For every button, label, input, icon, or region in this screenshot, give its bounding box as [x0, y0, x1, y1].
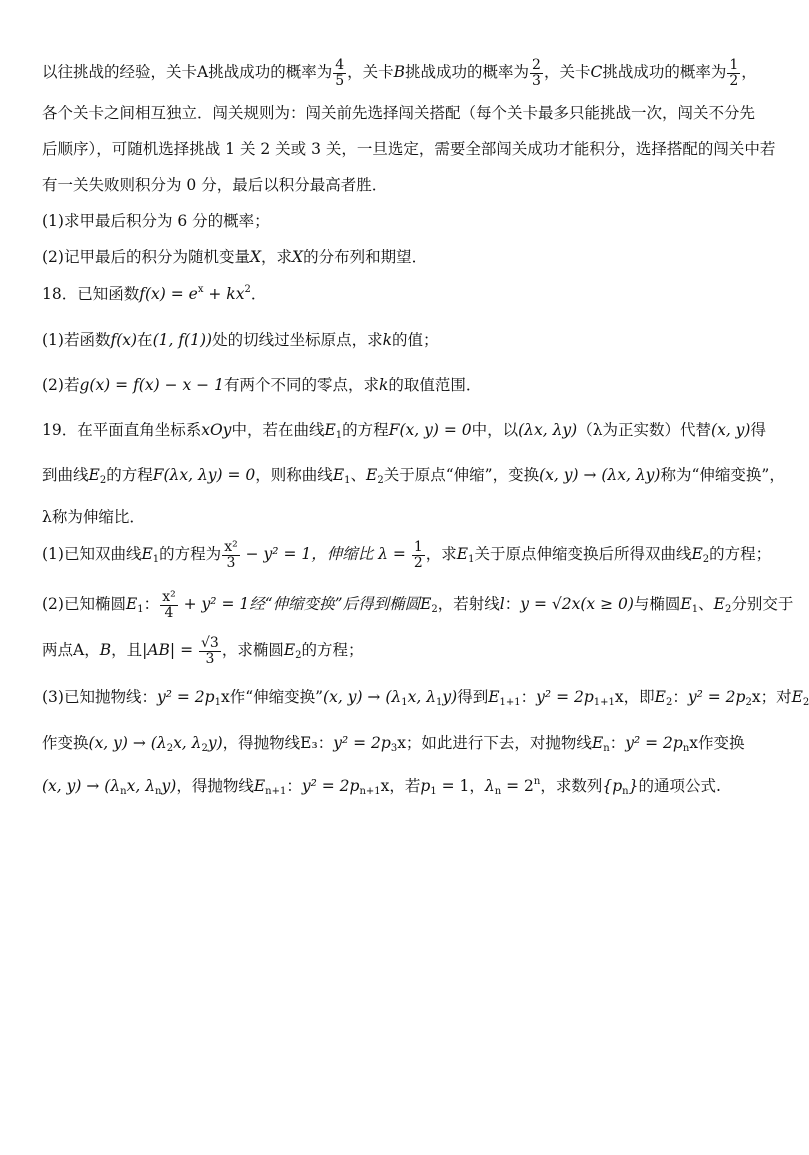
inline-text: 两点A， [42, 641, 100, 660]
inline-text: 2 [665, 697, 673, 708]
inline-text: ，求数列 [540, 777, 603, 795]
inline-text: (λx, λy) [518, 421, 578, 439]
inline-text: E [332, 466, 345, 484]
question-18-1 [42, 328, 758, 350]
inline-text: n [120, 786, 127, 797]
question-19-3-line-a [42, 685, 809, 708]
inline-text: E [366, 466, 378, 484]
var-C: C [590, 63, 603, 82]
inline-text [160, 590, 178, 620]
inline-text: y² = 2p [687, 688, 746, 706]
text: 挑战成功的概率为 [602, 63, 727, 82]
inline-text: ，得抛物线 [176, 777, 254, 795]
inline-text: ： [143, 595, 160, 614]
inline-text: 分别交于 [731, 595, 794, 614]
inline-text: 中，若在曲线 [231, 421, 325, 439]
inline-text: λ [484, 777, 495, 795]
inline-text: F(x, y) = 0 [388, 421, 472, 439]
inline-text: (2)记甲最后的积分为随机变量 [42, 248, 250, 266]
inline-text: x² [224, 539, 238, 555]
inline-text: 的方程； [301, 641, 364, 660]
inline-text: n [622, 786, 629, 797]
inline-text: E [680, 595, 692, 614]
inline-text: {p [602, 777, 623, 795]
inline-text: 1 [137, 604, 144, 616]
inline-text: 2 [413, 554, 423, 571]
inline-text: x, λ [126, 777, 156, 795]
inline-text: 2 [702, 554, 710, 566]
inline-text: x, λ [407, 688, 437, 706]
inline-text: 2 [745, 697, 752, 708]
inline-text: 5 [335, 72, 345, 89]
inline-text: 18．已知函数 [42, 285, 140, 303]
inline-text: n [603, 743, 610, 754]
inline-text: E [88, 466, 100, 484]
fraction-1-2 [727, 58, 740, 88]
inline-text: ，且 [111, 641, 143, 660]
inline-text: + kx [203, 285, 245, 303]
inline-text: 1 [401, 697, 408, 708]
inline-text: 1 [152, 554, 160, 566]
inline-text: (x, y) → (λx, λy) [539, 466, 661, 484]
inline-text: 的取值范围． [388, 376, 482, 394]
inline-text: y = √2x(x ≥ 0) [520, 595, 634, 614]
inline-text: x；对 [751, 688, 792, 706]
inline-text: ，得抛物线E₃： [222, 734, 334, 752]
inline-text: 的方程 [342, 421, 389, 439]
inline-text: (1, f(1)) [152, 331, 213, 349]
inline-text: （λ为正实数）代替 [577, 421, 712, 439]
inline-text: 1 [413, 539, 423, 555]
question-19-line-c: λ称为伸缩比． [42, 508, 145, 526]
inline-text: 3 [532, 72, 541, 89]
inline-text: 2 [295, 650, 302, 662]
inline-text: } [628, 777, 639, 795]
text: 以往挑战的经验，关卡A挑战成功的概率为 [42, 63, 333, 82]
inline-text: + y² = 1经“伸缩变换”后得到椭圆 [178, 595, 421, 614]
inline-text: 的分布列和期望． [303, 248, 428, 266]
inline-text: 1 [214, 697, 221, 708]
text-line-5: (1)求甲最后积分为 6 分的概率； [42, 212, 270, 230]
inline-text: 的方程 [106, 466, 153, 484]
inline-text: n [533, 776, 541, 787]
inline-text: y) [161, 777, 177, 795]
inline-text: E [456, 545, 469, 564]
inline-text: 到曲线 [42, 466, 89, 484]
var-B: B [393, 63, 406, 82]
inline-text: 称为“伸缩变换”， [660, 466, 785, 484]
text: ，关卡 [347, 63, 394, 82]
question-18 [42, 282, 758, 304]
inline-text: 3 [390, 743, 398, 754]
inline-text: (1)已知双曲线 [42, 545, 142, 564]
inline-text: 19．在平面直角坐标系 [42, 421, 202, 439]
inline-text: = 2 [501, 777, 534, 795]
inline-text: E [654, 688, 666, 706]
inline-text: ： [520, 688, 537, 706]
inline-text: f(x) = e [139, 285, 198, 303]
inline-text: ，求 [261, 248, 293, 266]
inline-text: n+1 [359, 786, 381, 797]
inline-text: y² = 2p [625, 734, 683, 752]
inline-text: 关于原点伸缩变换后所得双曲线 [474, 545, 692, 564]
inline-text: E [791, 688, 803, 706]
inline-text: √3 [200, 635, 219, 651]
inline-text: 2 [532, 57, 541, 73]
inline-text: 的方程为 [159, 545, 222, 564]
inline-text: 4 [164, 604, 174, 621]
inline-text: |AB| = [142, 641, 198, 660]
question-18-2 [42, 373, 758, 395]
inline-text: 2 [729, 72, 739, 89]
inline-text: n [494, 786, 502, 797]
inline-text: (x, y) → (λ [42, 777, 121, 795]
inline-text: 1 [729, 57, 739, 73]
inline-text: ： [672, 688, 688, 706]
inline-text: y² = 2p [301, 777, 360, 795]
text-line-2: 各个关卡之间相互独立．闯关规则为：闯关前先选择闯关搭配（每个关卡最多只能挑战一次，闯关不分先 [42, 104, 756, 122]
inline-text: 2 [377, 475, 384, 486]
inline-text: 1 [344, 475, 351, 486]
inline-text: ： [609, 734, 626, 752]
inline-text: ，求椭圆 [221, 641, 284, 660]
inline-text: 1 [468, 554, 475, 566]
inline-text: E [488, 688, 500, 706]
inline-text: 2 [201, 743, 208, 754]
inline-text: (1)若函数 [42, 331, 111, 349]
question-19-2-line-a [42, 589, 794, 621]
inline-text: 1 [436, 697, 443, 708]
question-19-line-b [42, 463, 785, 486]
inline-text: n [155, 786, 162, 797]
question-19-1 [42, 539, 772, 571]
inline-text: xOy [201, 421, 232, 439]
inline-text: x, λ [173, 734, 202, 752]
inline-text: x，即 [614, 688, 655, 706]
inline-text: 关于原点“伸缩”，变换 [383, 466, 540, 484]
inline-text: 、 [350, 466, 367, 484]
inline-text: 、 [698, 595, 714, 614]
inline-text: k [382, 331, 392, 349]
inline-text: 2 [802, 697, 809, 708]
inline-text: f(x) [110, 331, 138, 349]
inline-text: x，若 [380, 777, 421, 795]
text-line-6 [42, 245, 758, 267]
inline-text: x作变换 [689, 734, 745, 752]
text: ， [741, 63, 757, 82]
inline-text: ． [250, 285, 267, 303]
inline-text: 有两个不同的零点，求 [223, 376, 379, 394]
inline-text: 3 [226, 554, 236, 571]
inline-text: X [292, 248, 304, 266]
inline-text: E [125, 595, 138, 614]
inline-text: ，若射线 [437, 595, 500, 614]
inline-text: 的值； [392, 331, 439, 349]
inline-text: g(x) = f(x) − x − 1 [79, 376, 224, 394]
inline-text [199, 636, 221, 666]
inline-text: 的通项公式. [638, 777, 721, 795]
text-line-1 [42, 58, 758, 88]
inline-text: 3 [205, 650, 215, 667]
inline-text: (x, y) → (λ [323, 688, 402, 706]
inline-text: ，求 [425, 545, 457, 564]
inline-text: B [99, 641, 112, 660]
inline-text: (3)已知抛物线： [42, 688, 157, 706]
inline-text: E [691, 545, 703, 564]
inline-text: (2)已知椭圆 [42, 595, 126, 614]
inline-text: x作“伸缩变换” [220, 688, 324, 706]
inline-text: − y² = 1，伸缩比 λ = [240, 545, 411, 564]
inline-text [222, 540, 240, 570]
text-line-3: 后顺序），可随机选择挑战 1 关 2 关或 3 关，一旦选定，需要全部闯关成功才能积分，选择搭配的闯关中若 [42, 140, 776, 158]
question-19-3-line-c [42, 774, 758, 797]
inline-text: 1 [691, 604, 699, 616]
inline-text: 在 [137, 331, 153, 349]
inline-text: (x, y) [711, 421, 751, 439]
inline-text: 的方程； [709, 545, 772, 564]
inline-text: E [713, 595, 725, 614]
inline-text: y² = 2p [333, 734, 391, 752]
inline-text: x² [162, 589, 176, 605]
inline-text: (x, y) → (λ [88, 734, 167, 752]
inline-text: 2 [166, 743, 174, 754]
inline-text: F(λx, λy) = 0 [152, 466, 256, 484]
inline-text: y) [207, 734, 223, 752]
inline-text: = 1， [436, 777, 485, 795]
inline-text: ： [286, 777, 302, 795]
inline-text: k [378, 376, 389, 394]
inline-text: (2)若 [42, 376, 80, 394]
inline-text: 1+1 [593, 697, 615, 708]
inline-text: X [249, 248, 262, 266]
inline-text: 4 [335, 57, 345, 73]
inline-text: y² = 2p [156, 688, 215, 706]
inline-text: n [682, 743, 690, 754]
inline-text: 作变换 [42, 734, 89, 752]
fraction-4-5 [333, 58, 346, 88]
inline-text [412, 540, 425, 570]
inline-text: 与椭圆 [633, 595, 681, 614]
inline-text: E [420, 595, 432, 614]
inline-text: E [253, 777, 266, 795]
inline-text: 1+1 [499, 697, 521, 708]
inline-text: y) [442, 688, 458, 706]
inline-text: ，则称曲线 [255, 466, 333, 484]
text: ，关卡 [543, 63, 591, 82]
inline-text: E [283, 641, 296, 660]
inline-text: 得到 [457, 688, 489, 706]
inline-text: ： [504, 595, 521, 614]
inline-text: 处的切线过坐标原点，求 [212, 331, 383, 349]
inline-text: E [324, 421, 336, 439]
inline-text: 得 [750, 421, 766, 439]
inline-text: 2 [99, 475, 107, 486]
question-19-line-a [42, 418, 766, 441]
question-19-3-line-b [42, 731, 758, 754]
fraction-2-3 [530, 58, 543, 88]
inline-text: 2 [244, 284, 251, 295]
inline-text: p [420, 777, 431, 795]
text: 挑战成功的概率为 [405, 63, 530, 82]
inline-text: 1 [430, 786, 437, 797]
inline-text: y² = 2p [536, 688, 594, 706]
inline-text: n+1 [265, 786, 287, 797]
inline-text: 1 [335, 430, 343, 441]
inline-text: 中，以 [471, 421, 519, 439]
inline-text: l [499, 595, 505, 614]
inline-text: E [591, 734, 604, 752]
inline-text: 2 [431, 604, 438, 616]
inline-text: x [197, 284, 204, 295]
question-19-2-line-b [42, 636, 758, 666]
text-line-4: 有一关失败则积分为 0 分，最后以积分最高者胜． [42, 176, 388, 194]
inline-text: E [141, 545, 153, 564]
inline-text: x；如此进行下去，对抛物线 [397, 734, 592, 752]
inline-text: 2 [724, 604, 732, 616]
